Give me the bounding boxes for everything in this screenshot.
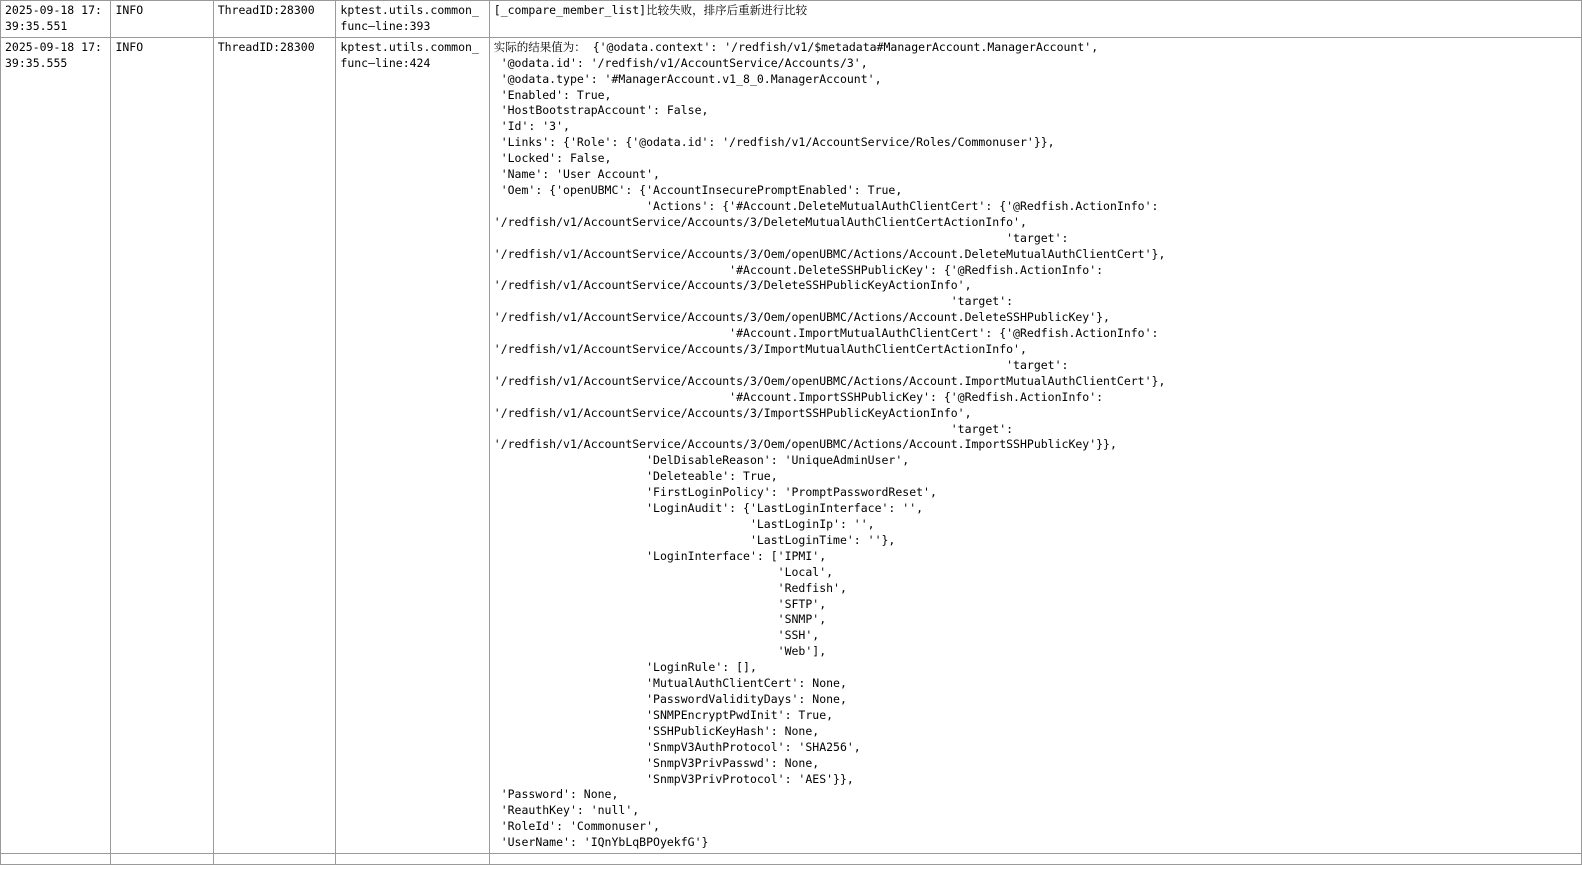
empty-cell [336,854,489,865]
empty-cell [489,854,1581,865]
log-timestamp: 2025-09-18 17:39:35.555 [1,37,111,853]
empty-cell [1,854,111,865]
log-level: INFO [111,1,213,38]
log-timestamp: 2025-09-18 17:39:35.551 [1,1,111,38]
log-row [1,1,1582,38]
log-source: kptest.utils.common_func—line:393 [336,1,489,38]
log-row [1,37,1582,853]
log-thread: ThreadID:28300 [213,1,336,38]
log-message: 实际的结果值为： {'@odata.context': '/redfish/v1/$metadata#ManagerAccount.ManagerAccount', '@odata.id': '/redfish/v1/AccountService/Accounts/3', '@odata.type': '#ManagerAccount.v1_8_0.ManagerAccount', 'Enabled': True, 'HostBootstrapAccount': False, 'Id': '3', 'Links': {'Role': {'@odata.id': '/redfish/v1/AccountService/Roles/Commonuser'}}, 'Locked': False, 'Name': 'User Account', 'Oem': {'openUBMC': {'AccountInsecurePromptEnabled': True, 'Actions': {'#Account.DeleteMutualAuthClientCert': {'@Redfish.ActionInfo': '/redfish/v1/AccountService/Accounts/3/DeleteMutualAuthClientCertActionInfo', 'target': '/redfish/v1/AccountService/Accounts/3/Oem/openUBMC/Actions/Account.DeleteMutualAuthClientCert'}, '#Account.DeleteSSHPublicKey': {'@Redfish.ActionInfo': '/redfish/v1/AccountService/Accounts/3/DeleteSSHPublicKeyActionInfo', 'target': '/redfish/v1/AccountService/Accounts/3/Oem/openUBMC/Actions/Account.DeleteSSHPublicKey'}, '#Account.ImportMutualAuthClientCert': {'@Redfish.ActionInfo': '/redfish/v1/AccountService/Accounts/3/ImportMutualAuthClientCertActionInfo', 'target': '/redfish/v1/AccountService/Accounts/3/Oem/openUBMC/Actions/Account.ImportMutualAuthClientCert'}, '#Account.ImportSSHPublicKey': {'@Redfish.ActionInfo': '/redfish/v1/AccountService/Accounts/3/ImportSSHPublicKeyActionInfo', 'target': '/redfish/v1/AccountService/Accounts/3/Oem/openUBMC/Actions/Account.ImportSSHPublicKey'}}, 'DelDisableReason': 'UniqueAdminUser', 'Deleteable': True, 'FirstLoginPolicy': 'PromptPasswordReset', 'LoginAudit': {'LastLoginInterface': '', 'LastLoginIp': '', 'LastLoginTime': ''}, 'LoginInterface': ['IPMI', 'Local', 'Redfish', 'SFTP', 'SNMP', 'SSH', 'Web'], 'LoginRule': [], 'MutualAuthClientCert': None, 'PasswordValidityDays': None, 'SNMPEncryptPwdInit': True, 'SSHPublicKeyHash': None, 'SnmpV3AuthProtocol': 'SHA256', 'SnmpV3PrivPasswd': None, 'SnmpV3PrivProtocol': 'AES'}}, 'Password': None, 'ReauthKey': 'null', 'RoleId': 'Commonuser', 'UserName': 'IQnYbLqBPOyekfG'} [489,37,1581,853]
log-message: [_compare_member_list]比较失败，排序后重新进行比较 [489,1,1581,38]
log-row-partial [1,854,1582,865]
empty-cell [111,854,213,865]
log-thread: ThreadID:28300 [213,37,336,853]
empty-cell [213,854,336,865]
log-level: INFO [111,37,213,853]
log-source: kptest.utils.common_func—line:424 [336,37,489,853]
